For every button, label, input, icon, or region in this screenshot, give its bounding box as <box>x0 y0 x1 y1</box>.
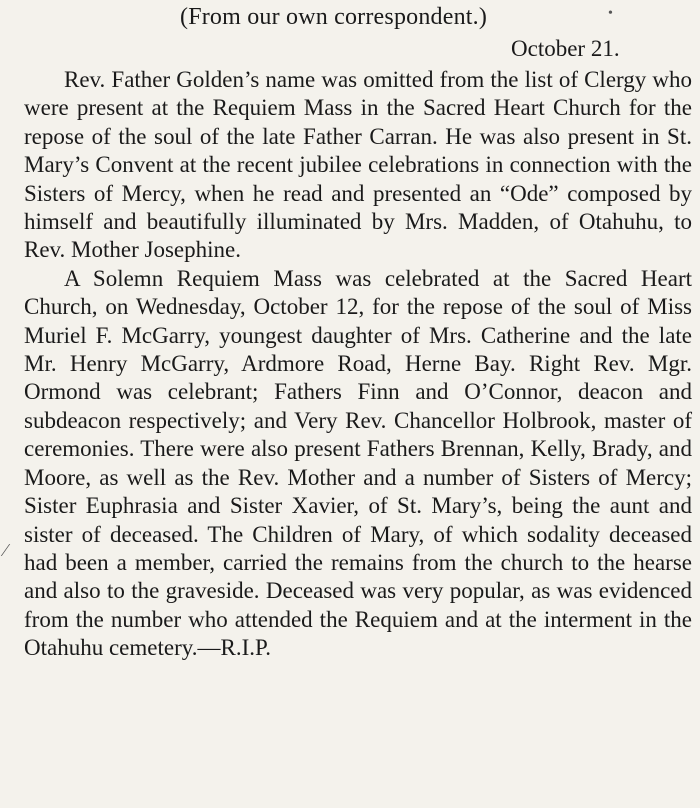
byline: (From our own correspondent.) <box>180 4 488 30</box>
margin-tick-mark: ⁄ <box>4 540 8 560</box>
dateline: October 21. <box>511 36 620 61</box>
article-paragraph: A Solemn Requiem Mass was celebrated at the Sacred Heart Church, on Wednesday, October 12, for the repose of the soul of Miss Muriel F. McGarry, youngest daughter of Mrs. Catherine and the late Mr. Henry McGarry, Ardmore Road, Herne Bay. Right Rev. Mgr. Ormond was celebrant; Fathers Finn and O’Connor, deacon and subdeacon respectively; and Very Rev. Chancellor Holbrook, master of ceremonies. There were also present Fathers Brennan, Kelly, Brady, and Moore, as well as the Rev. Mother and a number of Sisters of Mercy; Sister Euphrasia and Sister Xavier, of St. Mary’s, being the aunt and sister of deceased. The Children of Mary, of which sodality deceased had been a member, carried the remains from the church to the hearse and also to the graveside. Deceased was very popular, as was evidenced from the number who attended the Requiem and at the interment in the Otahuhu cemetery.—R.I.P. <box>24 265 692 661</box>
article-paragraph: Rev. Father Golden’s name was omitted from the list of Clergy who were present at the Requiem Mass in the Sacred Heart Church for the repose of the soul of the late Father Carran. He was also present in St. Mary’s Convent at the recent jubilee celebrations in connection with the Sisters of Mercy, when he read and presented an “Ode” composed by himself and beautifully illuminated by Mrs. Madden, of Otahuhu, to Rev. Mother Josephine. <box>24 67 692 263</box>
article-body <box>24 66 692 663</box>
scan-speck-mark: • <box>608 6 613 21</box>
